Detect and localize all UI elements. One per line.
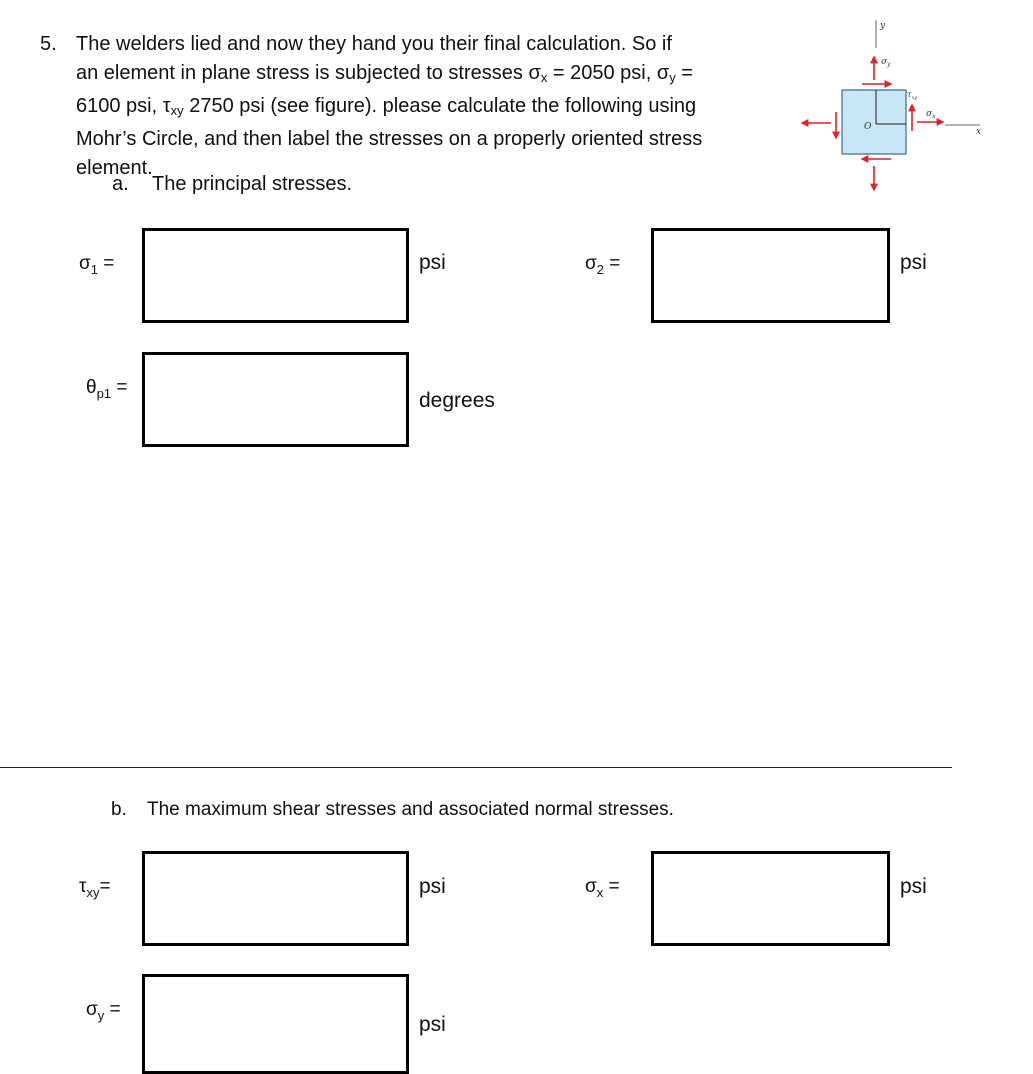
theta-p1-answer-box[interactable] [142, 352, 409, 447]
y-axis-label: y [880, 21, 886, 31]
sigma-x-symbol: σ [528, 62, 541, 84]
sigma2-answer-box[interactable] [651, 228, 890, 323]
sigma-x-unit: psi [900, 875, 927, 898]
sigma-y-unit: psi [419, 1013, 446, 1036]
sigma2-unit: psi [900, 251, 927, 274]
sigma1-unit: psi [419, 251, 446, 274]
stress-element-figure [790, 12, 990, 202]
tau-xy-answer-box[interactable] [142, 851, 409, 946]
sigma-y-symbol: σ [656, 62, 670, 84]
question-line-2: an element in plane stress is subjected to stresses $\sigma_x = 2050$ psi, $\sigma_y$ = [76, 62, 693, 85]
tau-xy-symbol: τ [162, 95, 171, 117]
stress-element [842, 90, 906, 154]
tau-xy-figure-label: $\tau_{xy}$ [907, 90, 918, 101]
sigma-x-figure-label: $\sigma_x$ [926, 109, 936, 120]
section-divider [0, 767, 952, 768]
tau-xy-unit: psi [419, 875, 446, 898]
question-line-1: The welders lied and now they hand you their final calculation. So if [76, 33, 672, 55]
part-b-title: The maximum shear stresses and associated normal stresses. [147, 799, 674, 820]
sigma-x-answer-box[interactable] [651, 851, 890, 946]
question-line-4: Mohr’s Circle, and then label the stresses on a properly oriented stress [76, 128, 703, 150]
theta-p1-label: $\theta_{p1}$ = [86, 377, 128, 401]
sigma-y-answer-box[interactable] [142, 974, 409, 1074]
sigma-y-figure-label: $\sigma_y$ [881, 57, 891, 68]
sigma2-label: $\sigma_2$ = [585, 253, 621, 277]
sigma1-label: $\sigma_1$ = [79, 253, 115, 277]
question-text [76, 30, 776, 183]
theta-p1-unit: degrees [419, 389, 495, 412]
question-line-3: 6100 psi, $\tau_{xy}$ 2750 psi (see figure). please calculate the following using [76, 95, 697, 118]
question-number: 5. [40, 33, 57, 55]
x-axis-label: x [976, 127, 982, 137]
sigma1-answer-box[interactable] [142, 228, 409, 323]
origin-label: O [864, 122, 872, 132]
part-a-letter: a. [112, 173, 129, 195]
sigma-x-label: $\sigma_x$ = [585, 876, 620, 900]
sigma-y-label: $\sigma_y$ = [86, 999, 121, 1023]
part-a-title: The principal stresses. [152, 173, 353, 195]
question-line-5: element. [76, 157, 153, 179]
tau-xy-label: $\tau_{xy}=$ [79, 876, 111, 900]
part-b-letter: b. [111, 799, 127, 820]
